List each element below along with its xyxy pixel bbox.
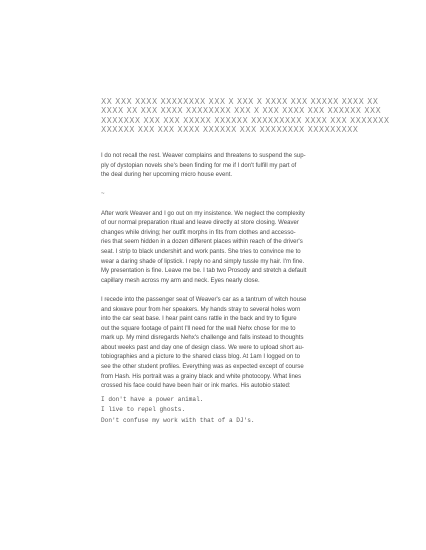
text-line: and skwave pour from her speakers. My hands stray to several holes worn — [101, 306, 301, 313]
redacted-line: XX XXX XXXX XXXXXXXX XXX X XXX X XXXX XXX XXXXX XXXX XX — [101, 97, 379, 106]
text-line: mark up. My mind disregards Nehx's challenge and falls instead to thoughts — [101, 335, 304, 342]
text-line: ply of dystopian novels she's been finding for me if I don't fulfill my part of — [101, 162, 297, 169]
paragraph-1 — [101, 152, 341, 181]
text-line: of our normal preparation ritual and leave directly at store closing. Weaver — [101, 220, 299, 227]
text-line: about weeks past and day one of design class. We were to upload short au- — [101, 344, 304, 351]
autobio-quote — [101, 395, 341, 426]
text-line: crossed his face could have been hair or ink marks. His autobio stated: — [101, 383, 291, 390]
redacted-line: XXXX XX XXX XXXX XXXXXXXX XXX X XXX XXXX XXX XXXXXX XXX — [101, 106, 382, 116]
paragraph-2 — [101, 210, 341, 287]
text-line: see the other student profiles. Everything was as expected except of course — [101, 364, 304, 371]
text-line: My presentation is fine. Leave me be. I tab two Prosody and stretch a default — [101, 268, 307, 275]
document-body — [101, 152, 341, 426]
text-line: seat. I strip to black undershirt and work pants. She tries to convince me to — [101, 248, 301, 255]
text-line: the deal during her upcoming micro house event. — [101, 172, 233, 179]
redacted-line: XXXXXXX XXX XXX XXXXX XXXXXX XXXXXXXXX XXXX XXX XXXXXXX — [101, 115, 390, 125]
text-line: I do not recall the rest. Weaver complains and threatens to suspend the sup- — [101, 153, 306, 159]
text-line: from Hash. His portrait was a grainy black and white photocopy. What lines — [101, 373, 302, 380]
quote-line: I live to repel ghosts. — [101, 406, 186, 414]
text-line: out the square footage of paint I'll need for the wall Nehx chose for me to — [101, 325, 296, 332]
quote-line: I don't have a power animal. — [101, 395, 204, 403]
text-line: wear a daring shade of lipstick. I reply no and simply tussle my hair. I'm fine. — [101, 258, 305, 265]
text-line: tobiographies and a picture to the shared class blog. At 1am I logged on to — [101, 354, 301, 361]
text-line: capillary mesh across my arm and neck. Eyes nearly close. — [101, 277, 260, 284]
section-separator: ~ — [101, 191, 105, 198]
text-line: After work Weaver and I go out on my insistence. We neglect the complexity — [101, 210, 305, 217]
text-line: I recede into the passenger seat of Weaver's car as a tantrum of witch house — [101, 296, 307, 303]
paragraph-3 — [101, 296, 341, 392]
redacted-text-block — [101, 97, 390, 135]
redacted-line: XXXXXX XXX XXX XXXX XXXXXX XXX XXXXXXXX XXXXXXXXX — [101, 125, 359, 135]
text-line: ries that seem hidden in a dozen different places within reach of the driver's — [101, 239, 303, 246]
quote-line: Don't confuse my work with that of a DJ's. — [101, 416, 255, 424]
text-line: changes while driving; her outfit morphs in fits from clothes and accesso- — [101, 229, 296, 236]
text-line: into the car seat base. I hear paint cans rattle in the back and try to figure — [101, 316, 297, 323]
